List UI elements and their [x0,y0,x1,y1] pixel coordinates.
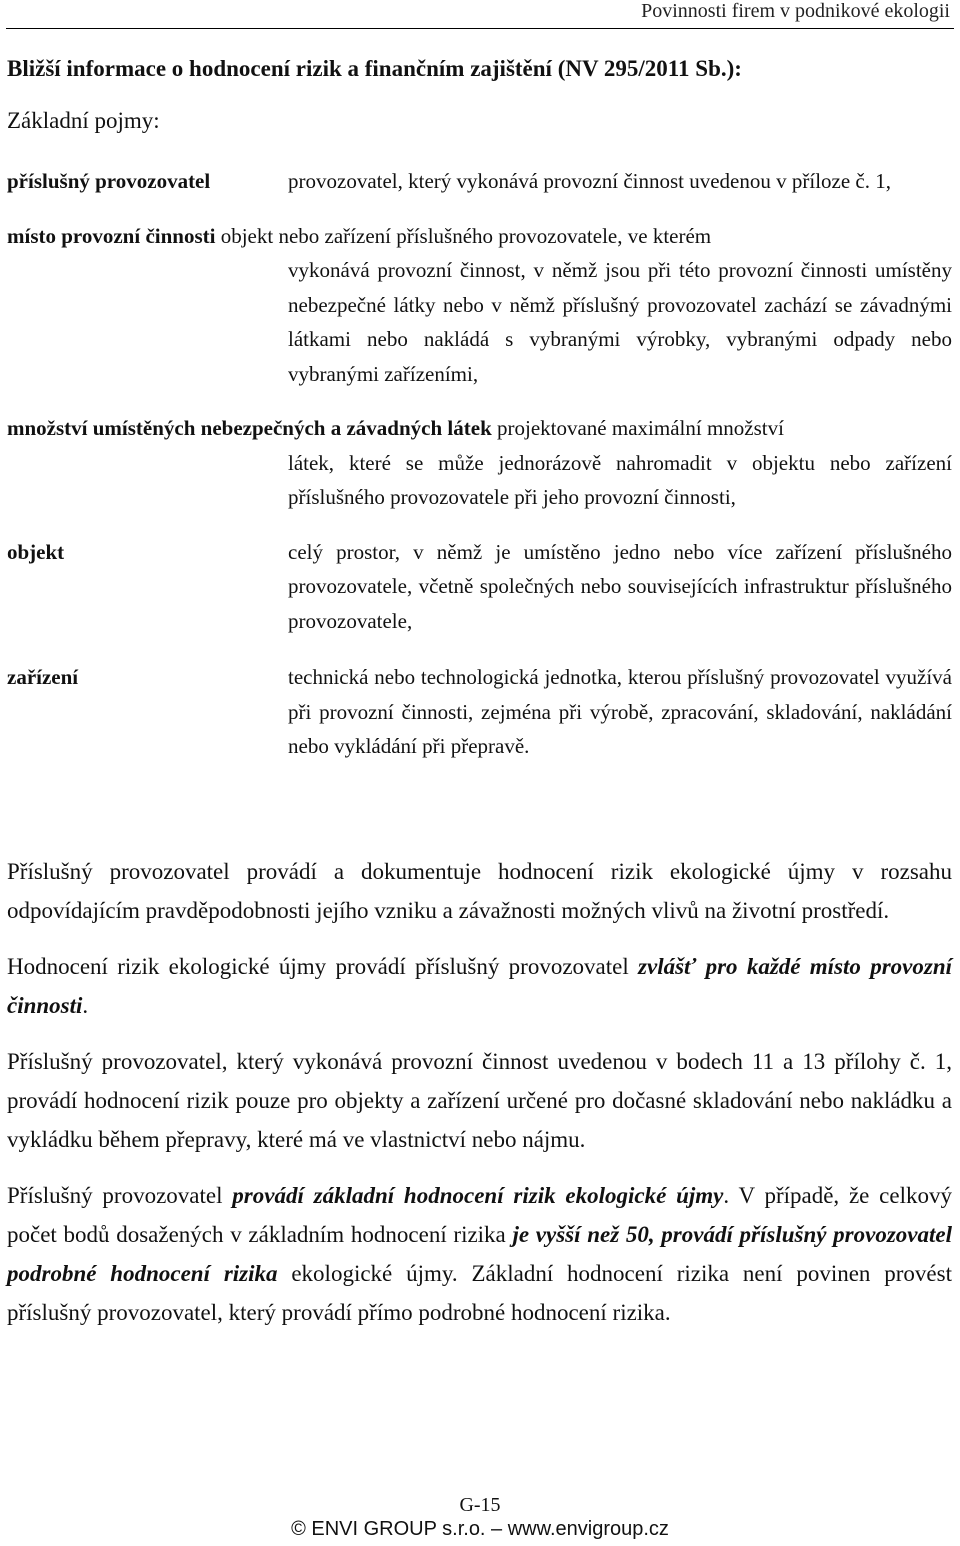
definition-term: objekt [7,539,65,564]
paragraph-text: ekologické újmy. Základní hodnocení rizika není povinen provést příslušný provozovatel, který provádí přímo podrobné hodnocení rizika. [7,1261,952,1325]
paragraph-text: . [82,993,89,1018]
definition-term: množství umístěných nebezpečných a závadných látek [7,416,492,440]
definition-item [7,164,952,199]
emphasis-text: provádí základní hodnocení rizik ekologické újmy [232,1183,724,1208]
footer-copyright: © ENVI GROUP s.r.o. – www.envigroup.cz [291,1518,669,1540]
page-number: G-15 [459,1494,501,1516]
paragraph-text: Příslušný provozovatel [7,1183,233,1208]
definition-item [7,411,952,515]
definition-description: provozovatel, který vykonává provozní činnost uvedenou v příloze č. 1, [288,169,891,193]
paragraph [7,1176,952,1332]
definition-description-start: objekt nebo zařízení příslušného provozovatele, ve kterém [220,223,712,248]
definition-description: vykonává provozní činnost, v němž jsou při této provozní činnosti umístěny nebezpečné látky nebo v němž příslušný provozovatel zachází se závadnými látkami nebo nakládá s vybranými výrobky, vybranými odpady nebo vybranými zařízeními, [288,258,952,386]
definition-description: technická nebo technologická jednotka, kterou příslušný provozovatel využívá při provozní činnosti, zejména při výrobě, zpracování, skladování, nakládání nebo vykládání při přepravě. [288,665,952,758]
definition-term: příslušný provozovatel [7,169,211,193]
definition-description-start: projektované maximální množství [497,416,784,440]
definition-item [7,660,952,764]
definition-description: celý prostor, v němž je umístěno jedno nebo více zařízení příslušného provozovatele, včetně společných nebo souvisejících infrastruktur příslušného provozovatele, [288,539,952,633]
emphasis-text: je vyšší než 50, provádí příslušný provozovatel podrobné hodnocení rizika [7,1222,952,1286]
body-paragraphs [7,852,952,1349]
paragraph [7,947,952,1025]
emphasis-text: zvlášť pro každé místo provozní činnosti [7,954,952,1018]
running-header: Povinnosti firem v podnikové ekologii [641,0,950,22]
definition-term: místo provozní činnosti [7,223,216,248]
header-rule [6,28,954,29]
definition-item [7,219,952,392]
definition-term: zařízení [7,665,79,689]
definition-first-line [7,219,952,254]
paragraph-text: Hodnocení rizik ekologické újmy provádí příslušný provozovatel [7,954,639,979]
section-subtitle: Základní pojmy: [7,108,160,133]
section-title: Bližší informace o hodnocení rizik a finančním zajištění (NV 295/2011 Sb.): [7,56,742,81]
definition-description: látek, které se může jednorázově nahromadit v objektu nebo zařízení příslušného provozovatele při jeho provozní činnosti, [288,450,952,509]
definitions-list [7,164,952,764]
paragraph: Příslušný provozovatel provádí a dokumentuje hodnocení rizik ekologické újmy v rozsahu odpovídajícím pravděpodobnosti jejího vzniku a závažnosti možných vlivů na životní prostředí. [7,859,952,923]
paragraph-text: . V případě, že celkový počet bodů dosažených v základním hodnocení rizika [7,1183,952,1247]
definition-item [7,535,952,639]
definition-first-line [7,411,952,446]
paragraph: Příslušný provozovatel, který vykonává provozní činnost uvedenou v bodech 11 a 13 přílohy č. 1, provádí hodnocení rizik pouze pro objekty a zařízení určené pro dočasné skladování nebo nakládku a vykládku během přepravy, které má ve vlastnictví nebo nájmu. [7,1049,952,1152]
